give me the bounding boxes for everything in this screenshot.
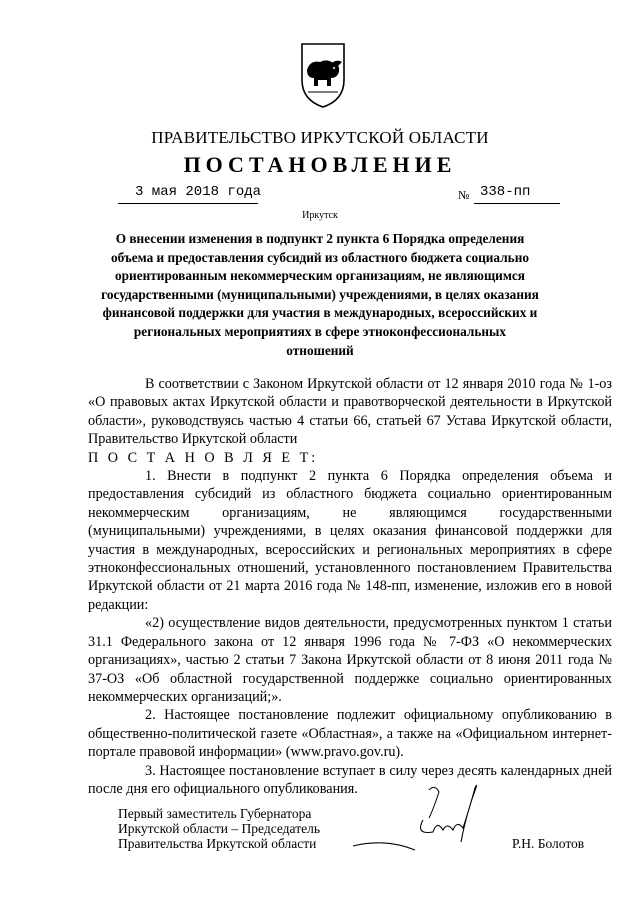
document-title: О внесении изменения в подпункт 2 пункта 6 Порядка определения объема и предоставления субсидий из областного бюджета социально ориентированным некоммерческим организациям, не являющимся государственными (муниципальными) учреждениями, в целях оказания финансовой поддержки для участия в международных, всероссийских и региональных мероприятиях в сфере этноконфессиональных отношений (101, 231, 539, 358)
paragraph-1: 1. Внести в подпункт 2 пункта 6 Порядка определения объема и предоставления субсидий из областного бюджета социально ориентированным некоммерческим организациям, не являющимся государственными (муниципальными) учреждениями, в целях оказания финансовой поддержки для участия в международных, всероссийских и региональных мероприятиях в сфере этноконфессиональных отношений, установленного постановлением Правительства Иркутской области от 21 марта 2016 года № 148-пп, изменение, изложив его в новой редакции: (88, 468, 612, 613)
date-underline (118, 203, 258, 204)
irkutsk-coat-of-arms-icon (298, 40, 348, 110)
document-body (88, 375, 612, 798)
resolves-heading: П О С Т А Н О В Л Я Е Т: (88, 449, 319, 466)
position-line-2: Иркутской области – Председатель (118, 821, 320, 836)
handwritten-signature-icon (345, 780, 495, 860)
government-name: ПРАВИТЕЛЬСТВО ИРКУТСКОЙ ОБЛАСТИ (151, 128, 489, 147)
document-number: 338-пп (480, 184, 531, 200)
paragraph-1-quote: «2) осуществление видов деятельности, предусмотренных пунктом 1 статьи 31.1 Федерального закона от 12 января 1996 года № 7-ФЗ «О некоммерческих организациях», частью 2 статьи 7 Закона Иркутской области от 8 июня 2011 года № 37-ОЗ «Об областной государственной поддержке социально ориентированных некоммерческих организаций;». (88, 615, 612, 705)
number-sign: № (458, 188, 470, 202)
city: Иркутск (302, 210, 338, 221)
paragraph-3: 3. Настоящее постановление вступает в силу через десять календарных дней после дня его официального опубликования. (88, 762, 612, 797)
position-line-1: Первый заместитель Губернатора (118, 806, 312, 821)
paragraph-2: 2. Настоящее постановление подлежит официальному опубликованию в общественно-политической газете «Областная», а также на «Официальном интернет-портале правовой информации» (www.pravo.gov.ru). (88, 707, 612, 761)
preamble: В соответствии с Законом Иркутской области от 12 января 2010 года № 1-оз «О правовых актах Иркутской области и правотворческой деятельности в Иркутской области», руководствуясь частью 4 статьи 66, статьей 67 Устава Иркутской области, Правительство Иркутской области (88, 376, 612, 448)
signatory-name: Р.Н. Болотов (512, 836, 585, 851)
document-type: ПОСТАНОВЛЕНИЕ (183, 152, 457, 177)
document-date: 3 мая 2018 года (135, 184, 262, 200)
position-line-3: Правительства Иркутской области (118, 836, 317, 851)
signatory-position (118, 806, 320, 851)
number-underline (474, 203, 560, 204)
